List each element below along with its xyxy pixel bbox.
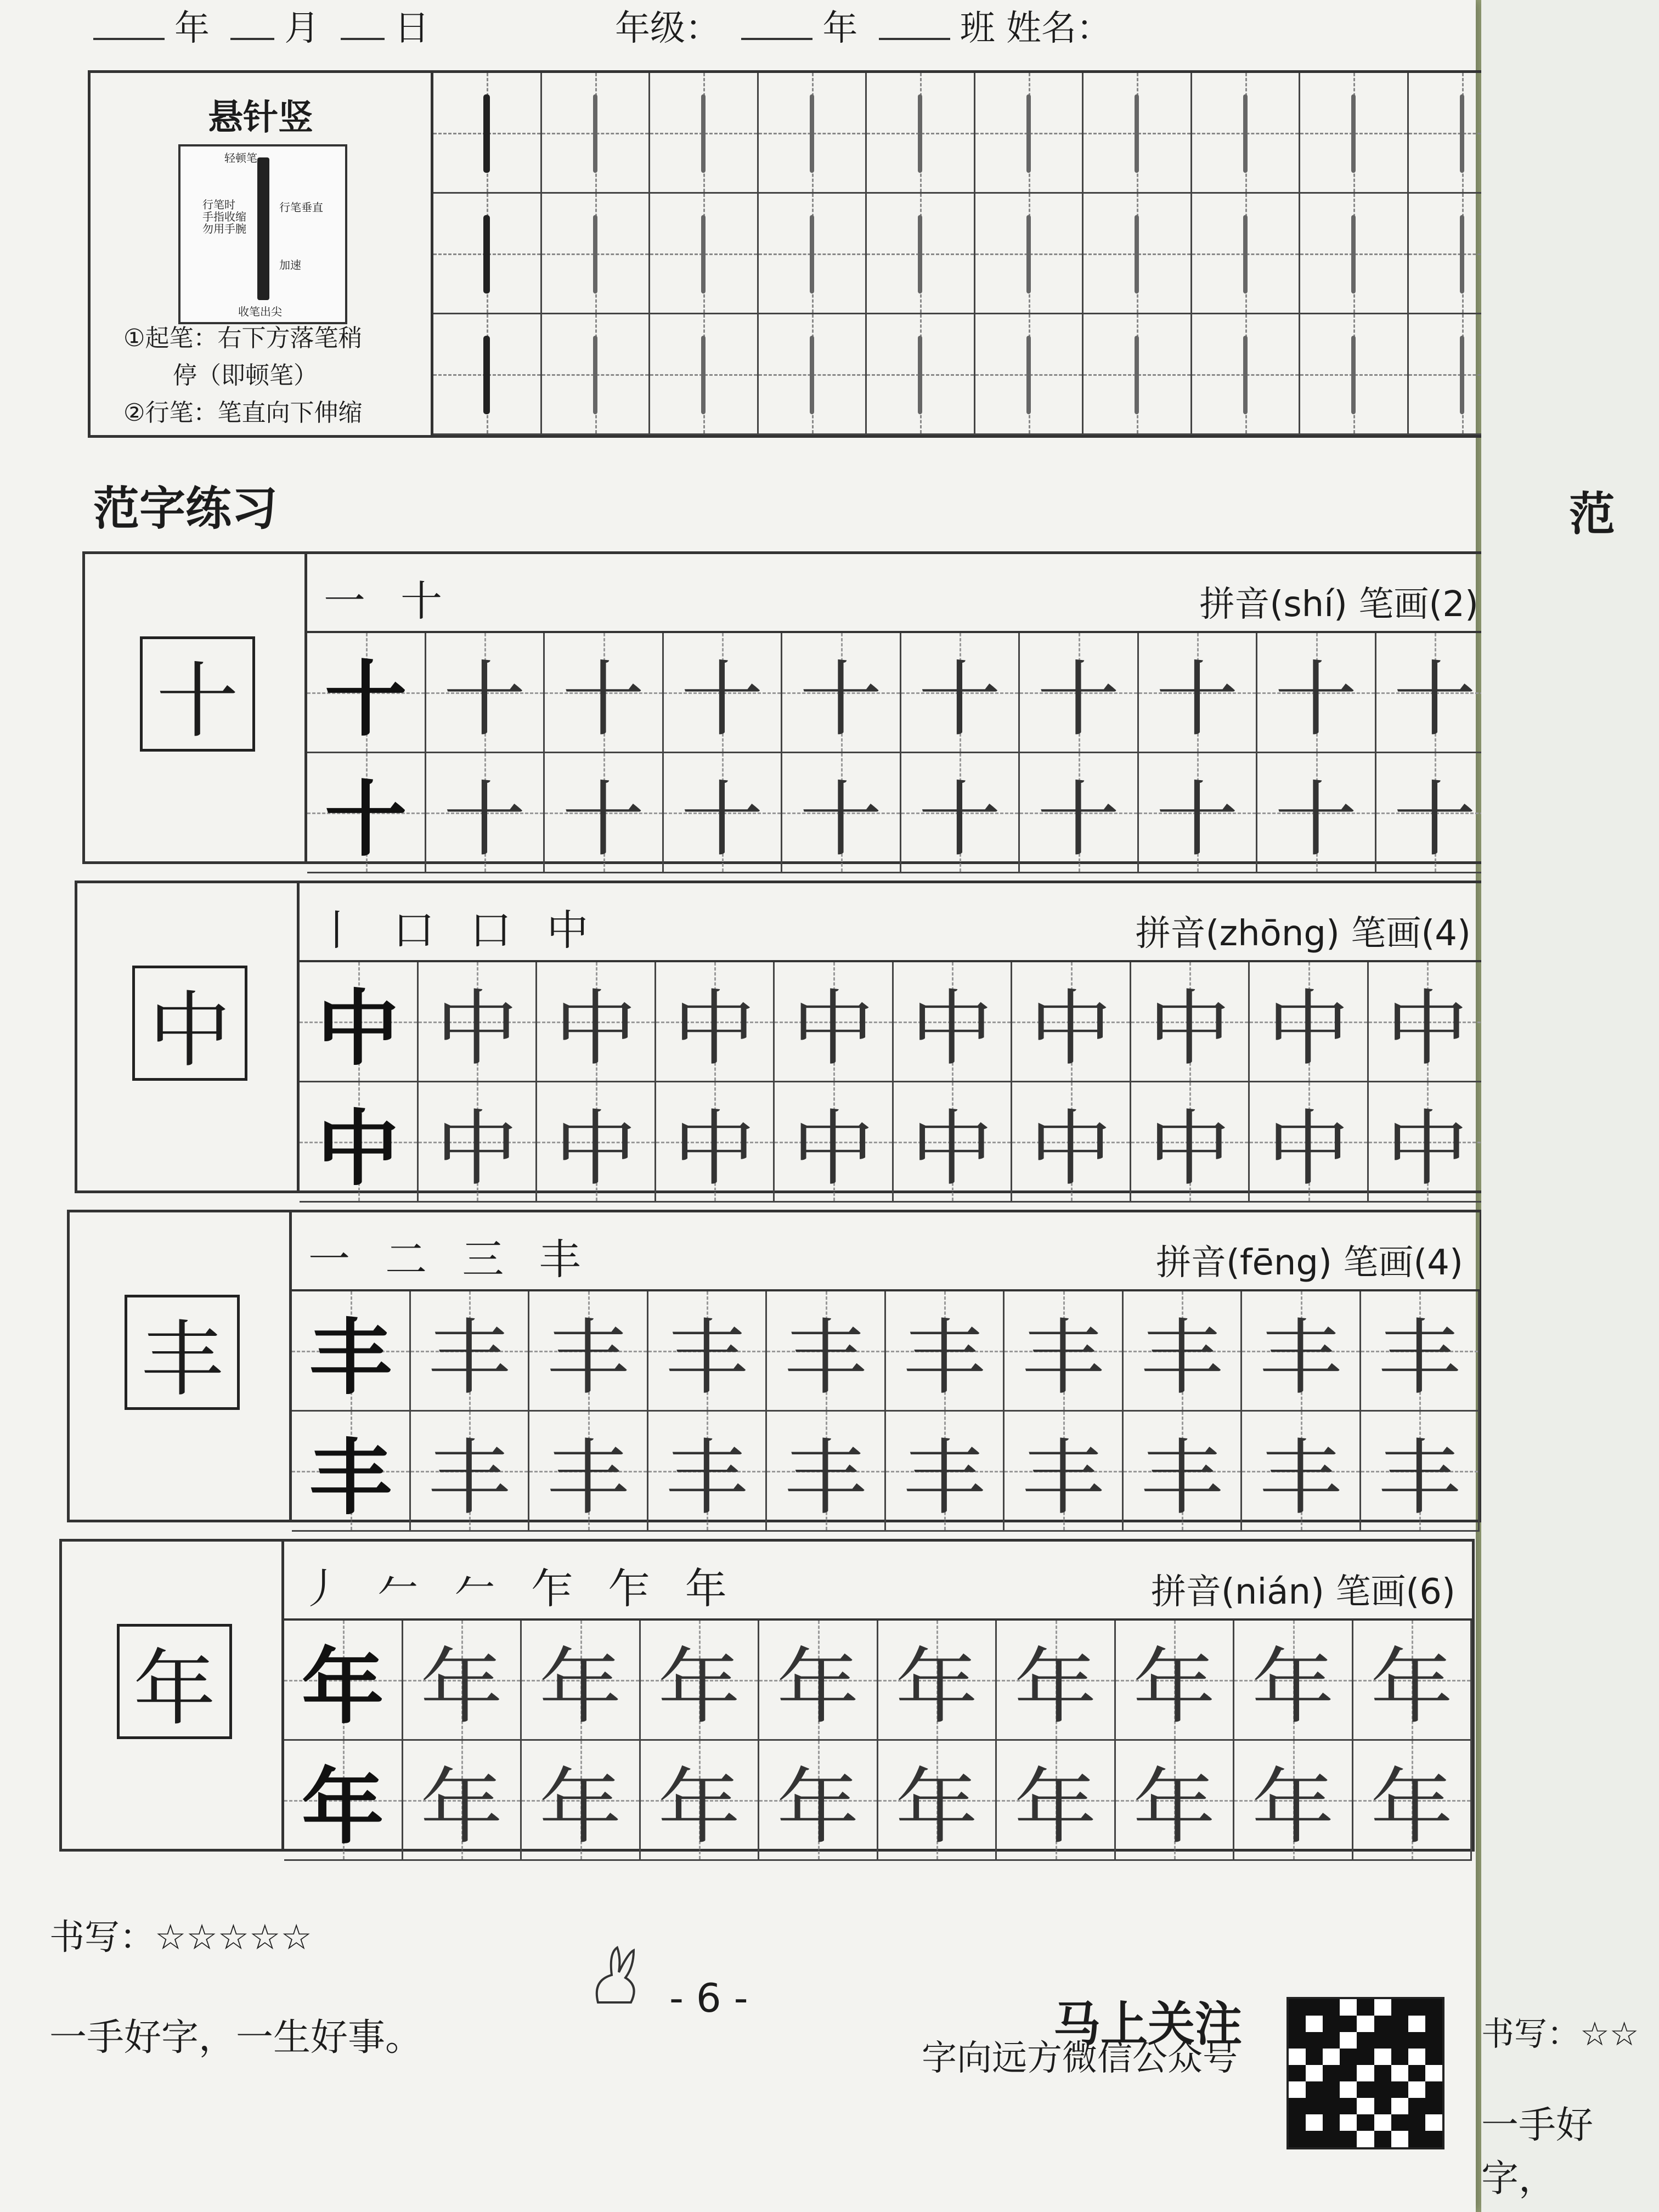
stroke-cell	[1084, 314, 1192, 435]
practice-cell[interactable]	[901, 633, 1020, 753]
vertical-stroke	[483, 94, 490, 173]
practice-cell[interactable]	[1376, 633, 1496, 753]
vertical-stroke	[1135, 336, 1139, 414]
practice-cell[interactable]	[403, 1621, 522, 1741]
diagram-note: 行笔时	[202, 198, 235, 211]
vertical-stroke	[1460, 215, 1464, 294]
practice-character: 中	[792, 981, 874, 1077]
diagram-note: 勿用手腕	[202, 222, 246, 235]
stroke-order-row	[284, 1542, 1472, 1621]
practice-cell[interactable]	[886, 1412, 1005, 1532]
practice-character: 中	[436, 981, 518, 1077]
practice-character: 年	[1014, 1760, 1097, 1855]
practice-character: 年	[1014, 1640, 1097, 1735]
stroke-cell	[433, 73, 542, 194]
stroke-cell	[542, 73, 651, 194]
practice-character: 年	[1133, 1760, 1216, 1855]
practice-grid	[284, 1621, 1472, 1855]
stroke-order: 一 二 三 丰	[308, 1235, 592, 1284]
practice-character: 年	[1251, 1640, 1334, 1735]
practice-character: 十	[1156, 772, 1239, 868]
practice-character: 十	[918, 652, 1001, 748]
practice-grid	[300, 962, 1487, 1197]
model-column	[85, 554, 307, 861]
pinyin-strokes: 拼音(fēng) 笔画(4)	[1155, 1243, 1463, 1283]
practice-character: 年	[1251, 1760, 1334, 1855]
practice-character: 年	[895, 1760, 978, 1855]
stroke-cell	[650, 73, 759, 194]
practice-character: 丰	[1141, 1311, 1223, 1406]
follow-subtitle: 字向远方微信公众号	[922, 2038, 1238, 2079]
model-character: 丰	[125, 1295, 240, 1410]
practice-character: 年	[301, 1759, 384, 1855]
practice-character: 年	[1370, 1640, 1453, 1735]
practice-cell[interactable]	[411, 1412, 530, 1532]
practice-cell[interactable]	[1361, 1291, 1480, 1412]
step-line: ①起笔：右下方落笔稍	[123, 324, 363, 352]
practice-cell[interactable]	[997, 1621, 1116, 1741]
vertical-stroke	[1460, 94, 1464, 173]
practice-character: 中	[436, 1102, 518, 1197]
character-block	[75, 881, 1490, 1197]
practice-character: 十	[324, 651, 407, 748]
model-character: 十	[140, 636, 255, 752]
vertical-stroke	[701, 94, 706, 173]
side-title: 范	[1569, 487, 1616, 541]
practice-character: 年	[539, 1640, 622, 1735]
stroke-order: 丨 口 口 中	[316, 906, 600, 955]
practice-cell[interactable]	[307, 753, 426, 873]
practice-cell[interactable]	[1353, 1741, 1472, 1861]
practice-character: 丰	[784, 1431, 867, 1526]
stroke-order-row	[300, 883, 1487, 962]
practice-cell[interactable]	[1361, 1412, 1480, 1532]
practice-character: 十	[1037, 652, 1120, 748]
character-block	[67, 1210, 1482, 1526]
vertical-stroke	[483, 336, 490, 414]
step-line: 停（即顿笔）	[173, 362, 318, 390]
practice-character: 年	[658, 1640, 741, 1735]
practice-cell[interactable]	[878, 1741, 997, 1861]
stroke-grid	[433, 73, 1517, 435]
vertical-stroke	[1135, 215, 1139, 294]
vertical-stroke	[918, 94, 922, 173]
character-block	[59, 1539, 1475, 1855]
practice-cell[interactable]	[1369, 1082, 1488, 1203]
grade-label: 年级：	[615, 8, 721, 49]
vertical-stroke	[918, 336, 922, 414]
practice-cell[interactable]	[522, 1621, 641, 1741]
practice-cell[interactable]	[545, 633, 664, 753]
stroke-cell	[1192, 194, 1301, 314]
practice-cell[interactable]	[426, 753, 545, 873]
practice-cell[interactable]	[759, 1741, 878, 1861]
stroke-cell	[1300, 194, 1409, 314]
practice-character: 中	[1029, 1102, 1112, 1197]
practice-character: 十	[918, 772, 1001, 868]
practice-cell[interactable]	[997, 1741, 1116, 1861]
practice-cell[interactable]	[894, 962, 1013, 1082]
stroke-order: 一 十	[324, 577, 454, 625]
vertical-stroke	[1026, 215, 1031, 294]
header-fields	[93, 0, 1121, 50]
practice-character: 丰	[309, 1310, 392, 1406]
vertical-stroke	[810, 94, 814, 173]
practice-character: 十	[799, 772, 882, 868]
practice-cell[interactable]	[419, 962, 538, 1082]
vertical-stroke	[1351, 336, 1356, 414]
vertical-stroke	[1351, 215, 1356, 294]
model-character: 年	[117, 1624, 232, 1739]
diagram-note: 手指收缩	[202, 210, 246, 223]
practice-cell[interactable]	[894, 1082, 1013, 1203]
practice-grid	[292, 1291, 1480, 1526]
stroke-title: 悬针竖	[208, 98, 313, 138]
practice-cell[interactable]	[656, 1082, 775, 1203]
practice-character: 丰	[428, 1311, 511, 1406]
practice-cell[interactable]	[664, 633, 783, 753]
practice-cell[interactable]	[641, 1741, 760, 1861]
practice-character: 中	[1386, 1102, 1469, 1197]
practice-character: 丰	[1022, 1431, 1104, 1526]
vertical-stroke	[593, 215, 597, 294]
stroke-cell	[542, 314, 651, 435]
practice-cell[interactable]	[307, 633, 426, 753]
practice-character: 十	[562, 652, 645, 748]
practice-cell[interactable]	[782, 633, 901, 753]
practice-cell[interactable]	[1020, 753, 1139, 873]
practice-character: 十	[681, 652, 764, 748]
practice-character: 十	[1393, 652, 1476, 748]
practice-character: 丰	[428, 1431, 511, 1526]
stroke-cell	[1300, 314, 1409, 435]
practice-cell[interactable]	[1012, 1082, 1131, 1203]
vertical-stroke	[1243, 94, 1248, 173]
practice-cell[interactable]	[759, 1621, 878, 1741]
practice-cell[interactable]	[411, 1291, 530, 1412]
vertical-stroke	[1243, 336, 1248, 414]
practice-area	[292, 1212, 1480, 1526]
grade-year-label: 年	[822, 8, 858, 49]
day-label: 日	[394, 8, 430, 49]
practice-character: 年	[539, 1760, 622, 1855]
practice-character: 年	[301, 1639, 384, 1735]
practice-character: 中	[673, 981, 756, 1077]
practice-character: 十	[799, 652, 882, 748]
model-column	[70, 1212, 292, 1520]
practice-cell[interactable]	[537, 962, 656, 1082]
stroke-cell	[975, 194, 1084, 314]
practice-character: 中	[317, 1101, 399, 1197]
stroke-cell	[759, 194, 867, 314]
vertical-stroke	[483, 215, 490, 294]
practice-character: 中	[1148, 1102, 1231, 1197]
practice-character: 年	[1370, 1760, 1453, 1855]
pinyin-strokes: 拼音(zhōng) 笔画(4)	[1135, 913, 1471, 954]
practice-character: 丰	[903, 1431, 986, 1526]
practice-cell[interactable]	[1250, 1082, 1369, 1203]
practice-character: 丰	[1141, 1431, 1223, 1526]
vertical-stroke	[593, 336, 597, 414]
practice-character: 中	[673, 1102, 756, 1197]
practice-character: 中	[554, 1102, 637, 1197]
practice-cell[interactable]	[656, 962, 775, 1082]
follow-title: 马上关注	[1053, 1997, 1242, 2052]
practice-character: 十	[324, 771, 407, 868]
practice-character: 中	[1148, 981, 1231, 1077]
practice-cell[interactable]	[529, 1291, 648, 1412]
practice-cell[interactable]	[648, 1412, 768, 1532]
practice-character: 中	[911, 981, 994, 1077]
vertical-stroke	[810, 336, 814, 414]
stroke-diagram	[178, 144, 347, 324]
practice-cell[interactable]	[292, 1412, 411, 1532]
stroke-cell	[759, 314, 867, 435]
stroke-cell	[867, 73, 975, 194]
practice-cell[interactable]	[664, 753, 783, 873]
practice-cell[interactable]	[1353, 1621, 1472, 1741]
practice-cell[interactable]	[419, 1082, 538, 1203]
practice-grid	[307, 633, 1495, 868]
practice-area	[307, 554, 1495, 868]
stroke-order-row	[307, 554, 1495, 633]
side-rating: 书写：☆☆	[1481, 2015, 1639, 2053]
class-name-label: 班 姓名：	[960, 8, 1112, 49]
model-column	[77, 883, 300, 1190]
practice-character: 中	[1029, 981, 1112, 1077]
character-block	[82, 551, 1498, 868]
practice-cell[interactable]	[426, 633, 545, 753]
stroke-order-row	[292, 1212, 1480, 1291]
model-column	[62, 1542, 284, 1849]
practice-title: 范字练习	[93, 482, 278, 535]
stroke-practice-box	[88, 70, 1520, 438]
stroke-cell	[867, 194, 975, 314]
practice-cell[interactable]	[1020, 633, 1139, 753]
vertical-stroke	[701, 336, 706, 414]
rating-label: 书写：☆☆☆☆☆	[49, 1917, 312, 1958]
practice-character: 丰	[1022, 1311, 1104, 1406]
practice-character: 年	[420, 1640, 503, 1735]
practice-cell[interactable]	[284, 1621, 403, 1741]
stroke-cell	[759, 73, 867, 194]
practice-cell[interactable]	[641, 1621, 760, 1741]
practice-cell[interactable]	[767, 1412, 886, 1532]
stroke-cell	[433, 194, 542, 314]
practice-character: 十	[681, 772, 764, 868]
practice-cell[interactable]	[1012, 962, 1131, 1082]
practice-character: 十	[1393, 772, 1476, 868]
practice-character: 丰	[665, 1311, 748, 1406]
practice-character: 年	[776, 1640, 859, 1735]
practice-cell[interactable]	[767, 1291, 886, 1412]
practice-character: 十	[443, 652, 526, 748]
vertical-stroke	[1135, 94, 1139, 173]
stroke-cell	[867, 314, 975, 435]
side-motto: 一手好字，	[1481, 2104, 1594, 2200]
page-number: - 6 -	[669, 1975, 748, 2021]
practice-cell[interactable]	[1005, 1291, 1124, 1412]
diagram-note: 收笔出尖	[238, 305, 282, 318]
practice-character: 年	[895, 1640, 978, 1735]
practice-cell[interactable]	[403, 1741, 522, 1861]
practice-cell[interactable]	[545, 753, 664, 873]
practice-cell[interactable]	[901, 753, 1020, 873]
stroke-cell	[542, 194, 651, 314]
diagram-note: 行笔垂直	[279, 201, 323, 214]
practice-character: 十	[1274, 652, 1357, 748]
vertical-stroke	[918, 215, 922, 294]
practice-cell[interactable]	[522, 1741, 641, 1861]
pinyin-strokes: 拼音(nián) 笔画(6)	[1150, 1572, 1455, 1612]
stroke-cell	[1192, 73, 1301, 194]
stroke-order: 丿 𠂉 𠂉 乍 乍 年	[301, 1564, 738, 1613]
motto: 一手好字，一生好事。	[49, 2016, 423, 2059]
practice-cell[interactable]	[775, 1082, 894, 1203]
stroke-cell	[1084, 194, 1192, 314]
practice-cell[interactable]	[1116, 1621, 1235, 1741]
practice-character: 丰	[546, 1311, 629, 1406]
stroke-cell	[1300, 73, 1409, 194]
practice-character: 十	[1156, 652, 1239, 748]
practice-cell[interactable]	[1257, 753, 1376, 873]
vertical-stroke	[1460, 336, 1464, 414]
practice-cell[interactable]	[529, 1412, 648, 1532]
qr-code-icon	[1286, 1997, 1444, 2149]
practice-character: 中	[1267, 981, 1350, 1077]
pinyin-strokes: 拼音(shí) 笔画(2)	[1199, 584, 1479, 625]
practice-character: 中	[1386, 981, 1469, 1077]
practice-character: 中	[1267, 1102, 1350, 1197]
practice-cell[interactable]	[1234, 1741, 1353, 1861]
stroke-cell	[1192, 314, 1301, 435]
practice-cell[interactable]	[537, 1082, 656, 1203]
practice-character: 中	[911, 1102, 994, 1197]
practice-character: 中	[554, 981, 637, 1077]
practice-cell[interactable]	[878, 1621, 997, 1741]
practice-cell[interactable]	[1139, 633, 1258, 753]
practice-cell[interactable]	[1139, 753, 1258, 873]
stroke-cell	[650, 314, 759, 435]
practice-area	[284, 1542, 1472, 1855]
vertical-stroke	[1026, 336, 1031, 414]
practice-cell[interactable]	[886, 1291, 1005, 1412]
practice-character: 丰	[1378, 1431, 1461, 1526]
vertical-stroke	[1026, 94, 1031, 173]
practice-character: 丰	[309, 1430, 392, 1526]
practice-cell[interactable]	[300, 962, 419, 1082]
stroke-info	[91, 73, 433, 435]
practice-cell[interactable]	[1005, 1412, 1124, 1532]
stroke-cell	[650, 194, 759, 314]
practice-cell[interactable]	[1116, 1741, 1235, 1861]
next-page-edge	[1481, 0, 1659, 2212]
practice-cell[interactable]	[284, 1741, 403, 1861]
practice-character: 丰	[903, 1311, 986, 1406]
practice-character: 丰	[1259, 1431, 1342, 1526]
practice-cell[interactable]	[775, 962, 894, 1082]
practice-cell[interactable]	[1242, 1291, 1361, 1412]
stroke-cell	[1084, 73, 1192, 194]
practice-area	[300, 883, 1487, 1197]
practice-cell[interactable]	[1250, 962, 1369, 1082]
practice-character: 丰	[546, 1431, 629, 1526]
practice-character: 十	[562, 772, 645, 868]
vertical-stroke	[1243, 215, 1248, 294]
practice-cell[interactable]	[1131, 1082, 1250, 1203]
stroke-cell	[975, 314, 1084, 435]
practice-cell[interactable]	[1257, 633, 1376, 753]
practice-character: 丰	[1259, 1311, 1342, 1406]
practice-character: 中	[792, 1102, 874, 1197]
practice-character: 十	[1037, 772, 1120, 868]
vertical-stroke	[1351, 94, 1356, 173]
practice-cell[interactable]	[648, 1291, 768, 1412]
stroke-cell	[433, 314, 542, 435]
month-label: 月	[284, 8, 320, 49]
practice-character: 丰	[665, 1431, 748, 1526]
step-line: ②行笔：笔直向下伸缩	[123, 399, 363, 427]
practice-cell[interactable]	[1234, 1621, 1353, 1741]
practice-character: 丰	[1378, 1311, 1461, 1406]
stroke-steps	[123, 320, 431, 432]
practice-cell[interactable]	[1369, 962, 1488, 1082]
diagram-note: 加速	[279, 258, 301, 272]
stroke-cell	[975, 73, 1084, 194]
practice-cell[interactable]	[1131, 962, 1250, 1082]
practice-cell[interactable]	[782, 753, 901, 873]
practice-character: 十	[443, 772, 526, 868]
practice-cell[interactable]	[300, 1082, 419, 1203]
practice-cell[interactable]	[1242, 1412, 1361, 1532]
practice-character: 丰	[784, 1311, 867, 1406]
model-character: 中	[132, 966, 247, 1081]
rabbit-icon	[587, 1942, 664, 2008]
practice-cell[interactable]	[1376, 753, 1496, 873]
year-label: 年	[174, 8, 210, 49]
practice-cell[interactable]	[1124, 1291, 1243, 1412]
practice-character: 年	[658, 1760, 741, 1855]
practice-cell[interactable]	[292, 1291, 411, 1412]
practice-character: 中	[317, 980, 399, 1077]
practice-character: 十	[1274, 772, 1357, 868]
practice-character: 年	[420, 1760, 503, 1855]
diagram-note: 轻顿笔	[224, 151, 257, 165]
vertical-stroke	[701, 215, 706, 294]
practice-character: 年	[1133, 1640, 1216, 1735]
vertical-stroke	[810, 215, 814, 294]
vertical-stroke	[593, 94, 597, 173]
practice-cell[interactable]	[1124, 1412, 1243, 1532]
practice-character: 年	[776, 1760, 859, 1855]
